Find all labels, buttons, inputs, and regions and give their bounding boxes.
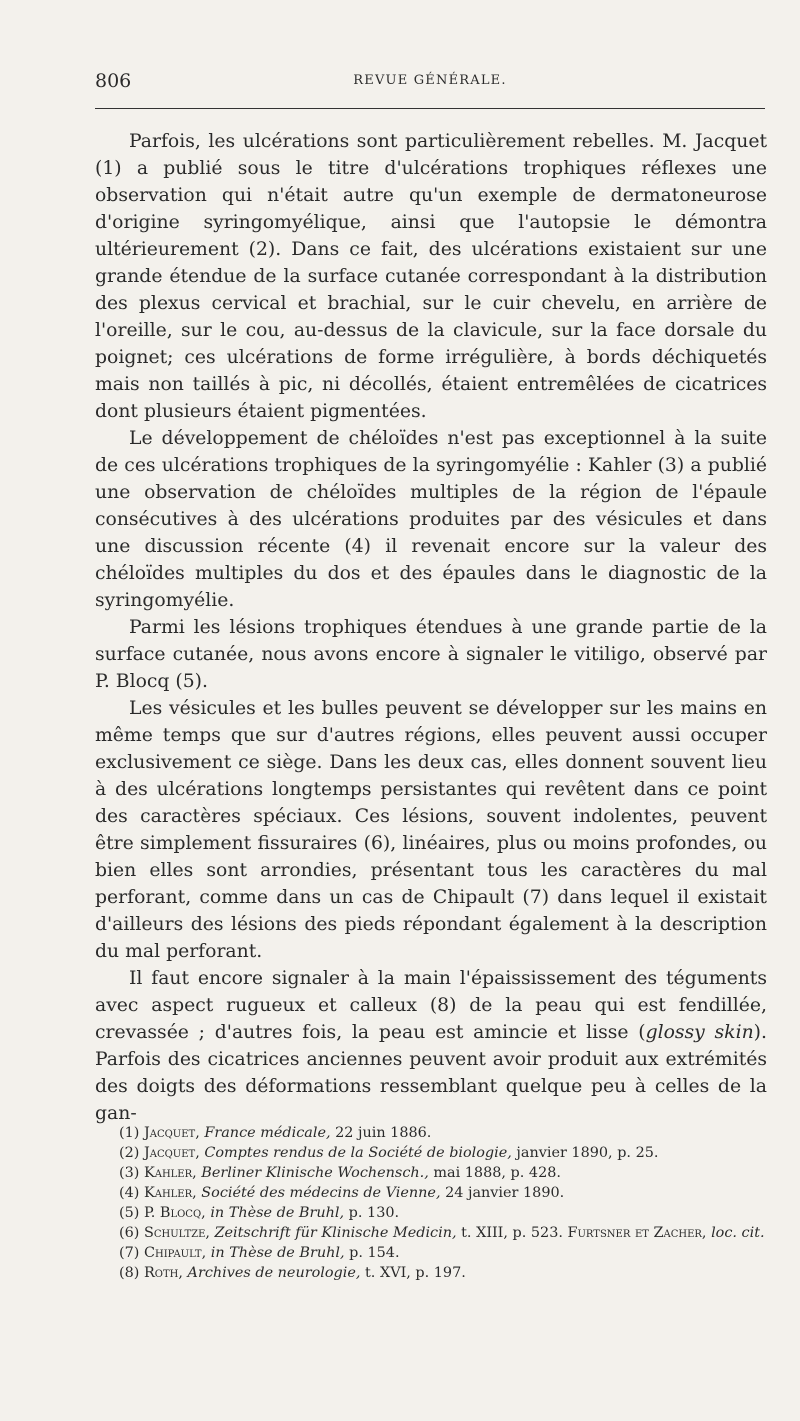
footnote-detail: 22 juin 1886. [335,1125,432,1141]
footnote-source: in Thèse de Bruhl, [210,1205,345,1221]
footnote [95,1123,767,1143]
footnote-number: (7) [119,1245,140,1261]
paragraph-text: ). Parfois des cicatrices anciennes peuvent avoir produit aux extrémités des doigts des déformations ressemblant quelque peu à celles de la gan- [95,1022,767,1124]
footnote-author: Furtsner et Zacher, [567,1225,707,1241]
paragraph: Le développement de chéloïdes n'est pas exceptionnel à la suite de ces ulcérations trophiques de la syringomyélie : Kahler (3) a publié une observation de chéloïdes multiples de la région de l'épaule consécutives à des ulcérations produites par des vésicules et dans une discussion récente (4) il revenait encore sur la valeur des chéloïdes multiples du dos et des épaules dans le diagnostic de la syringomyélie. [95,428,767,611]
footnote-author: Chipault, [143,1245,207,1261]
footnote-author: Kahler, [143,1185,197,1201]
footnote-detail: p. 154. [349,1245,400,1261]
footnote [95,1163,767,1183]
page-number: 806 [95,70,132,92]
footnote-source: Société des médecins de Vienne, [201,1185,441,1201]
running-head: REVUE GÉNÉRALE. [353,73,507,88]
footnotes [95,1123,767,1283]
footnote-number: (3) [119,1165,140,1181]
footnote-author: Roth, [143,1265,183,1281]
header-rule [95,108,765,109]
footnote [95,1143,767,1163]
footnote-number: (6) [119,1225,140,1241]
footnote-number: (1) [119,1125,140,1141]
footnote [95,1263,767,1283]
footnote-number: (8) [119,1265,140,1281]
footnote-detail: mai 1888, p. 428. [433,1165,561,1181]
footnote-author: Jacquet, [143,1125,200,1141]
paragraph: Parmi les lésions trophiques étendues à une grande partie de la surface cutanée, nous avons encore à signaler le vitiligo, observé par P. Blocq (5). [95,617,767,692]
footnote-source: Berliner Klinische Wochensch., [201,1165,429,1181]
footnote-source: Archives de neurologie, [187,1265,361,1281]
body-text [95,128,767,1127]
footnote-source: Zeitschrift für Klinische Medicin, [214,1225,457,1241]
footnote-source: France médicale, [204,1125,331,1141]
footnote [95,1243,767,1263]
paragraph: Les vésicules et les bulles peuvent se développer sur les mains en même temps que sur d'autres régions, elles peuvent aussi occuper exclusivement ce siège. Dans les deux cas, elles donnent souvent lieu à des ulcérations longtemps persistantes qui revêtent dans ce point des caractères spéciaux. Ces lésions, souvent indolentes, peuvent être simplement fissuraires (6), linéaires, plus ou moins profondes, ou bien elles sont arrondies, présentant tous les caractères du mal perforant, comme dans un cas de Chipault (7) dans lequel il existait d'ailleurs des lésions des pieds répondant également à la description du mal perforant. [95,698,767,962]
footnote-author: Jacquet, [143,1145,200,1161]
footnote-number: (2) [119,1145,140,1161]
footnote-author: Schultze, [143,1225,210,1241]
footnote-source: Comptes rendus de la Société de biologie, [204,1145,512,1161]
footnote [95,1223,767,1243]
paragraph-text: Il faut encore signaler à la main l'épaississement des téguments avec aspect rugueux et calleux (8) de la peau qui est fendillée, crevassée ; d'autres fois, la peau est amincie et lisse ( [95,968,767,1043]
paragraph [95,965,767,1127]
footnote-source: loc. cit. [711,1225,765,1241]
footnote-source: in Thèse de Bruhl, [210,1245,345,1261]
footnote-detail: janvier 1890, p. 25. [516,1145,659,1161]
paragraph: Parfois, les ulcérations sont particulièrement rebelles. M. Jacquet (1) a publié sous le titre d'ulcérations trophiques réflexes une observation qui n'était autre qu'un exemple de dermatoneurose d'origine syringomyélique, ainsi que l'autopsie le démontra ultérieurement (2). Dans ce fait, des ulcérations existaient sur une grande étendue de la surface cutanée correspondant à la distribution des plexus cervical et brachial, sur le cuir chevelu, en arrière de l'oreille, sur le cou, au-dessus de la clavicule, sur la face dorsale du poignet; ces ulcérations de forme irrégulière, à bords déchiquetés mais non taillés à pic, ni décollés, étaient entremêlées de cicatrices dont plusieurs étaient pigmentées. [95,131,767,422]
footnote-author: P. Blocq, [143,1205,206,1221]
footnote-detail: p. 130. [348,1205,400,1221]
footnote-detail: 24 janvier 1890. [445,1185,565,1201]
footnote-detail: t. XVI, p. 197. [365,1265,466,1281]
footnote-number: (5) [119,1205,140,1221]
footnote-author: Kahler, [143,1165,197,1181]
page-header [95,70,765,94]
italic-term: glossy skin [645,1022,754,1043]
footnote-number: (4) [119,1185,140,1201]
footnote [95,1183,767,1203]
footnote [95,1203,767,1223]
footnote-detail: t. XIII, p. 523. [461,1225,563,1241]
